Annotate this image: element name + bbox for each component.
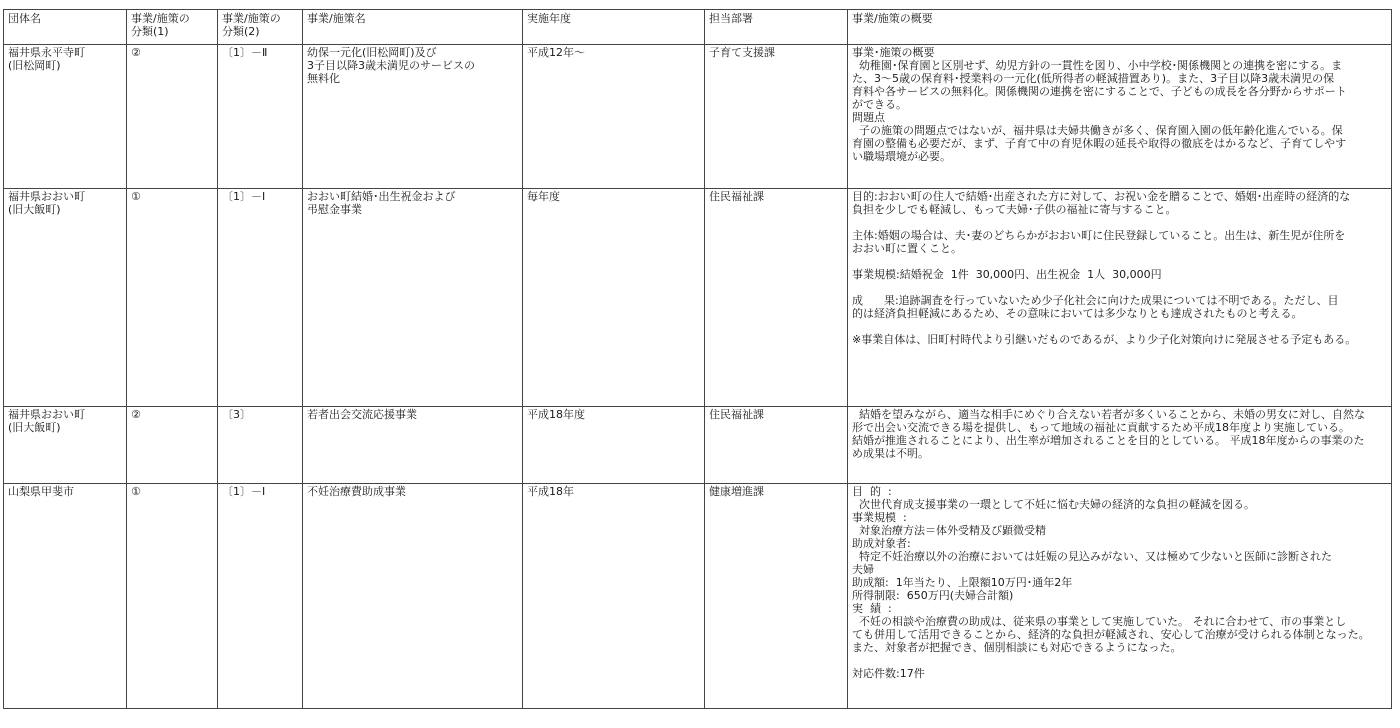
dept-cell: 健康増進課 bbox=[705, 484, 848, 709]
policy-name-cell bbox=[303, 188, 523, 407]
policy-name-cell bbox=[303, 45, 523, 189]
policy-name-cell-line: 弔慰金事業 bbox=[307, 202, 362, 216]
policy-name-cell bbox=[303, 407, 523, 484]
summary-cell-line: 結婚が推進されることにより、出生率が増加されることを目的としている。 平成18年度からの事業のた bbox=[852, 434, 1365, 448]
policy-table bbox=[3, 9, 1392, 709]
org-cell bbox=[4, 45, 127, 189]
summary-cell-line: ても併用して活用できることから、経済的な負担が軽減され、安心して治療が受けられる体制となった。 bbox=[852, 628, 1370, 642]
policy-name-cell bbox=[303, 484, 523, 709]
summary-cell-line: 夫婦 bbox=[852, 563, 874, 577]
summary-cell-line: 所得制限: 650万円(夫婦合計額) bbox=[852, 589, 1014, 603]
org-cell-line: (旧大飯町) bbox=[8, 202, 61, 216]
summary-cell-line: 助成額: 1年当たり、上限額10万円･通年2年 bbox=[852, 576, 1073, 590]
header-row bbox=[4, 10, 1392, 45]
policy-name-cell-line: 不妊治療費助成事業 bbox=[307, 485, 406, 499]
table-row bbox=[4, 407, 1392, 484]
summary-cell-line: 幼稚園･保育園と区別せず、幼児方針の一貫性を図り、小中学校･関係機関との連携を密にする。ま bbox=[852, 59, 1343, 72]
summary-cell-line: 成 果:追跡調査を行っていないため少子化社会に向けた成果については不明である。ただし、目 bbox=[852, 293, 1339, 307]
class2-cell: 〔1〕－Ⅰ bbox=[218, 188, 303, 407]
header-class1 bbox=[127, 10, 218, 45]
table-row bbox=[4, 45, 1392, 189]
summary-cell-line: 形で出会い交流できる場を提供し、もって地域の福祉に貢献するため平成18年度より実施している。 bbox=[852, 421, 1350, 435]
header-text: 担当部署 bbox=[709, 12, 753, 25]
summary-cell-line bbox=[852, 255, 1388, 268]
year-cell: 平成12年～ bbox=[523, 45, 705, 189]
summary-cell-line bbox=[852, 320, 1388, 333]
org-cell bbox=[4, 188, 127, 407]
summary-cell-line: 次世代育成支援事業の一環として不妊に悩む夫婦の経済的な負担の軽減を図る。 bbox=[852, 498, 1255, 512]
header-year bbox=[523, 10, 705, 45]
policy-name-cell-line: おおい町結婚･出生祝金および bbox=[307, 189, 456, 203]
policy-name-cell-line: 無料化 bbox=[307, 72, 340, 85]
org-cell-line: 福井県永平寺町 bbox=[8, 46, 85, 59]
dept-cell: 子育て支援課 bbox=[705, 45, 848, 189]
summary-cell-line: 特定不妊治療以外の治療においては妊娠の見込みがない、又は極めて少ないと医師に診断された bbox=[852, 550, 1332, 564]
dept-cell: 住民福祉課 bbox=[705, 407, 848, 484]
header-text: 事業/施策の bbox=[222, 12, 281, 25]
class1-cell: ② bbox=[127, 407, 218, 484]
dept-cell: 住民福祉課 bbox=[705, 188, 848, 407]
summary-cell-line: 負担を少しでも軽減し、もって夫婦･子供の福祉に寄与すること。 bbox=[852, 202, 1177, 216]
table-row bbox=[4, 484, 1392, 709]
org-cell-line: (旧松岡町) bbox=[8, 59, 61, 72]
document-page bbox=[3, 9, 1391, 709]
table-body bbox=[4, 45, 1392, 709]
summary-cell-line: おおい町に置くこと。 bbox=[852, 241, 962, 255]
year-cell: 平成18年度 bbox=[523, 407, 705, 484]
summary-cell-line: 実 績 : bbox=[852, 602, 892, 616]
summary-cell-line: 不妊の相談や治療費の助成は、従来県の事業として実施していた。 それに合わせて、市の事業とし bbox=[852, 615, 1347, 629]
org-cell-line: 福井県おおい町 bbox=[8, 408, 85, 422]
header-text: 分類(1) bbox=[131, 25, 169, 38]
class2-cell: 〔1〕－Ⅱ bbox=[218, 45, 303, 189]
org-cell-line: 山梨県甲斐市 bbox=[8, 485, 74, 499]
summary-cell-line: 事業規模:結婚祝金 1件 30,000円、出生祝金 1人 30,000円 bbox=[852, 267, 1162, 281]
class1-cell: ① bbox=[127, 188, 218, 407]
class1-cell: ② bbox=[127, 45, 218, 189]
summary-cell-line bbox=[852, 216, 1388, 229]
summary-cell-line: 結婚を望みながら、適当な相手にめぐり合えない若者が多くいることから、未婚の男女に対し、自然な bbox=[852, 408, 1365, 422]
summary-cell bbox=[848, 407, 1392, 484]
header-name bbox=[303, 10, 523, 45]
summary-cell-line: 的は経済負担軽減にあるため、その意味においては多少なりとも達成されたものと考える。 bbox=[852, 306, 1303, 320]
header-text: 事業/施策名 bbox=[307, 12, 366, 25]
org-cell bbox=[4, 407, 127, 484]
summary-cell-line: た、3～5歳の保育料･授業料の一元化(低所得者の軽減措置あり)。また、3子目以降3歳未満児の保 bbox=[852, 72, 1335, 85]
summary-cell-line: ができる。 bbox=[852, 98, 907, 111]
header-text: 事業/施策の概要 bbox=[852, 12, 933, 25]
header-dept bbox=[705, 10, 848, 45]
class1-cell: ① bbox=[127, 484, 218, 709]
summary-cell-line bbox=[852, 281, 1388, 294]
header-text: 実施年度 bbox=[527, 12, 571, 25]
summary-cell bbox=[848, 188, 1392, 407]
summary-cell-line bbox=[852, 654, 1388, 667]
header-summary bbox=[848, 10, 1392, 45]
summary-cell-line: ※事業自体は、旧町村時代より引継いだものであるが、より少子化対策向けに発展させる予定もある。 bbox=[852, 332, 1357, 346]
org-cell-line: (旧大飯町) bbox=[8, 421, 61, 435]
summary-cell-line: い職場環境が必要。 bbox=[852, 150, 951, 163]
summary-cell-line: 育料や各サービスの無料化。関係機関の連携を密にすることで、子どもの成長を各分野からサポート bbox=[852, 85, 1347, 98]
summary-cell-line: 子の施策の問題点ではないが、福井県は夫婦共働きが多く、保育園入園の低年齢化進んでいる。保 bbox=[852, 124, 1343, 137]
header-class2 bbox=[218, 10, 303, 45]
summary-cell-line: 主体:婚姻の場合は、夫･妻のどちらかがおおい町に住民登録していること。出生は、新生児が住所を bbox=[852, 228, 1346, 242]
summary-cell-line: 目 的 : bbox=[852, 485, 892, 499]
summary-cell bbox=[848, 484, 1392, 709]
summary-cell bbox=[848, 45, 1392, 189]
summary-cell-line: 対象治療方法＝体外受精及び顕微受精 bbox=[852, 524, 1046, 538]
class2-cell: 〔1〕－Ⅰ bbox=[218, 484, 303, 709]
org-cell-line: 福井県おおい町 bbox=[8, 189, 85, 203]
header-text: 事業/施策の bbox=[131, 12, 190, 25]
policy-name-cell-line: 若者出会交流応援事業 bbox=[307, 408, 417, 422]
summary-cell-line: また、対象者が把握でき、個別相談にも対応できるようになった。 bbox=[852, 641, 1182, 655]
summary-cell-line: 助成対象者: bbox=[852, 537, 911, 551]
header-text: 団体名 bbox=[8, 12, 41, 25]
header-text: 分類(2) bbox=[222, 25, 260, 38]
year-cell: 平成18年 bbox=[523, 484, 705, 709]
summary-cell-line: 目的:おおい町の住人で結婚･出産された方に対して、お祝い金を贈ることで、婚姻･出産時の経済的な bbox=[852, 189, 1351, 203]
policy-name-cell-line: 3子目以降3歳未満児のサービスの bbox=[307, 59, 475, 72]
summary-cell-line: 育園の整備も必要だが、まず、子育て中の育児休暇の延長や取得の徹底をはかるなど、子育てしやす bbox=[852, 137, 1347, 150]
org-cell bbox=[4, 484, 127, 709]
summary-cell-line: め成果は不明。 bbox=[852, 447, 929, 461]
class2-cell: 〔3〕 bbox=[218, 407, 303, 484]
year-cell: 毎年度 bbox=[523, 188, 705, 407]
header-org bbox=[4, 10, 127, 45]
summary-cell-line: 問題点 bbox=[852, 111, 885, 124]
summary-cell-line: 事業･施策の概要 bbox=[852, 46, 935, 59]
summary-cell-line: 事業規模 : bbox=[852, 511, 907, 525]
table-row bbox=[4, 188, 1392, 407]
summary-cell-line: 対応件数:17件 bbox=[852, 667, 925, 681]
policy-name-cell-line: 幼保一元化(旧松岡町)及び bbox=[307, 46, 437, 59]
